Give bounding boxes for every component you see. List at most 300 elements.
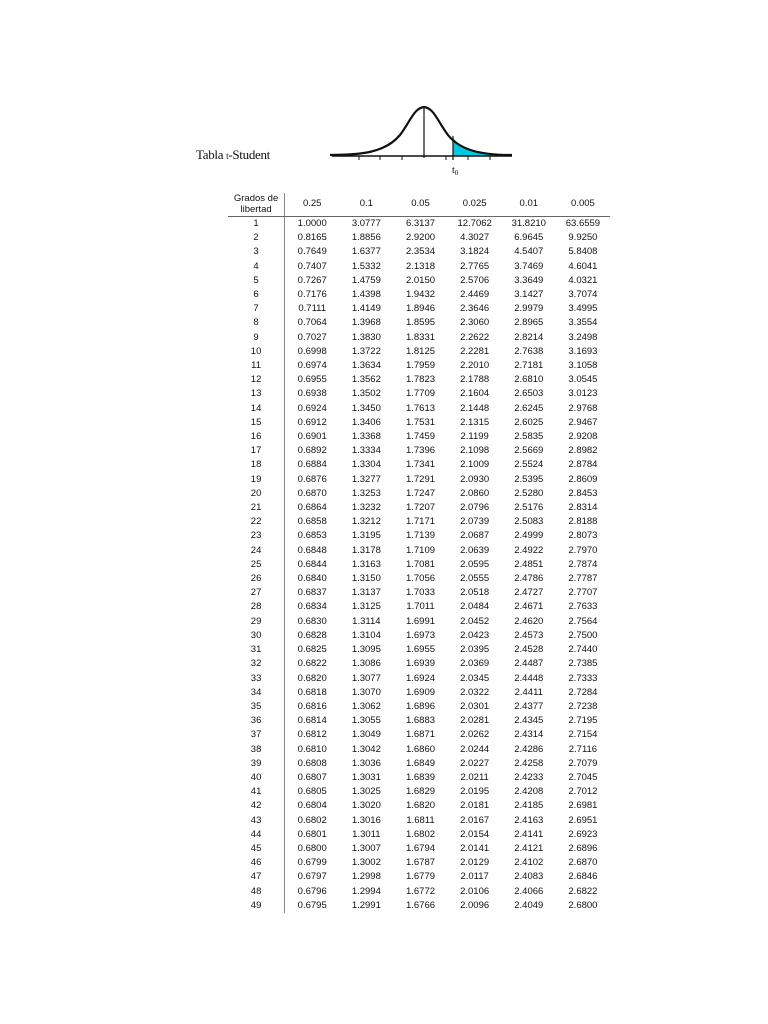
- table-row: [228, 657, 610, 671]
- table-row: [228, 799, 610, 813]
- value-cell: 0.6848: [297, 544, 327, 556]
- df-cell: 46: [228, 856, 285, 870]
- t0-label: $t_0$: [452, 165, 459, 177]
- value-cell: 2.1318: [405, 260, 436, 272]
- df-cell: 15: [228, 416, 285, 430]
- value-cell: 2.4345: [514, 715, 544, 727]
- value-cell: 0.6912: [297, 416, 327, 428]
- table-row: [228, 643, 610, 657]
- value-cell: 1.3450: [351, 402, 381, 414]
- value-cell: 1.7011: [406, 601, 435, 613]
- value-cell: 2.7638: [514, 345, 544, 357]
- value-cell: 1.7291: [405, 473, 436, 485]
- page-title: [196, 147, 270, 163]
- df-cell: 24: [228, 544, 285, 558]
- value-cell: 2.7154: [568, 729, 598, 741]
- value-cell: 2.5669: [514, 445, 544, 457]
- df-cell: 44: [228, 828, 285, 842]
- table-row: [228, 217, 610, 232]
- table-row: [228, 629, 610, 643]
- value-cell: 1.3031: [351, 771, 381, 783]
- df-cell: 12: [228, 373, 285, 387]
- value-cell: 6.3137: [405, 218, 436, 229]
- table-row: [228, 544, 610, 558]
- value-cell: 2.0860: [460, 487, 490, 499]
- value-cell: 1.8856: [351, 232, 381, 244]
- value-cell: 6.9645: [514, 232, 544, 244]
- value-cell: 1.3025: [351, 786, 381, 798]
- table-row: [228, 288, 610, 302]
- value-cell: 2.4049: [514, 899, 544, 911]
- value-cell: 1.7531: [405, 416, 436, 428]
- value-cell: 9.9250: [568, 232, 598, 244]
- value-cell: 1.3277: [351, 473, 381, 485]
- value-cell: 4.0321: [568, 274, 598, 286]
- df-cell: 45: [228, 842, 285, 856]
- table-row: [228, 245, 610, 259]
- value-cell: 1.7109: [405, 544, 436, 556]
- value-cell: 2.7787: [568, 573, 598, 585]
- value-cell: 2.8609: [568, 473, 598, 485]
- value-cell: 2.2622: [460, 331, 490, 343]
- value-cell: 1.3137: [351, 587, 381, 599]
- value-cell: 0.6837: [297, 587, 327, 599]
- level-header: 0.005: [556, 193, 610, 217]
- value-cell: 2.4411: [514, 686, 543, 698]
- df-cell: 37: [228, 728, 285, 742]
- value-cell: 1.3304: [351, 459, 381, 471]
- value-cell: 2.4671: [514, 601, 544, 613]
- table-row: [228, 501, 610, 515]
- value-cell: 2.7500: [568, 629, 598, 641]
- table-row: [228, 558, 610, 572]
- df-cell: 3: [228, 245, 285, 259]
- value-cell: 0.7027: [297, 331, 327, 343]
- value-cell: 1.3036: [351, 757, 381, 769]
- value-cell: 0.6816: [297, 700, 327, 712]
- value-cell: 2.4620: [514, 615, 544, 627]
- value-cell: 2.7385: [568, 658, 598, 670]
- df-header: Grados de libertad: [228, 193, 285, 217]
- df-cell: 26: [228, 572, 285, 586]
- level-header: 0.25: [285, 193, 340, 217]
- value-cell: 2.5524: [514, 459, 544, 471]
- value-cell: 2.5280: [514, 487, 544, 499]
- value-cell: 1.3062: [351, 700, 381, 712]
- value-cell: 2.4727: [514, 587, 544, 599]
- value-cell: 1.3212: [351, 516, 381, 528]
- value-cell: 2.0244: [460, 743, 490, 755]
- value-cell: 1.3232: [351, 502, 381, 514]
- value-cell: 2.4121: [514, 842, 544, 854]
- value-cell: 0.6814: [297, 715, 327, 727]
- value-cell: 0.6901: [297, 431, 327, 443]
- value-cell: 2.4066: [514, 885, 544, 897]
- value-cell: 1.6939: [405, 658, 436, 670]
- value-cell: 2.0930: [460, 473, 490, 485]
- value-cell: 1.6779: [405, 871, 436, 883]
- value-cell: 1.6973: [405, 629, 436, 641]
- value-cell: 0.6830: [297, 615, 327, 627]
- table-row: [228, 345, 610, 359]
- value-cell: 2.1448: [460, 402, 490, 414]
- value-cell: 0.7649: [297, 246, 327, 258]
- value-cell: 1.7033: [405, 587, 436, 599]
- df-cell: 42: [228, 799, 285, 813]
- table-row: [228, 430, 610, 444]
- table-row: [228, 231, 610, 245]
- df-cell: 34: [228, 686, 285, 700]
- value-cell: 2.3646: [460, 303, 490, 315]
- value-cell: 2.0129: [460, 857, 490, 869]
- table-row: [228, 615, 610, 629]
- value-cell: 2.1199: [460, 431, 489, 443]
- value-cell: 2.7707: [568, 587, 598, 599]
- value-cell: 1.3042: [351, 743, 381, 755]
- value-cell: 2.0211: [460, 771, 489, 783]
- value-cell: 2.4208: [514, 786, 544, 798]
- table-row: [228, 885, 610, 899]
- density-curve: [330, 107, 512, 155]
- value-cell: 0.8165: [297, 232, 327, 244]
- value-cell: 1.7081: [405, 558, 436, 570]
- value-cell: 0.6828: [297, 629, 327, 641]
- value-cell: 1.3150: [351, 573, 381, 585]
- value-cell: 0.6820: [297, 672, 327, 684]
- table-row: [228, 515, 610, 529]
- value-cell: 2.7238: [568, 700, 598, 712]
- df-cell: 27: [228, 586, 285, 600]
- df-cell: 17: [228, 444, 285, 458]
- value-cell: 3.1427: [514, 289, 544, 301]
- title-suffix: -Student: [228, 147, 270, 162]
- value-cell: 2.6025: [514, 416, 544, 428]
- value-cell: 1.6377: [351, 246, 381, 258]
- value-cell: 2.4102: [514, 857, 544, 869]
- value-cell: 1.4149: [351, 303, 381, 315]
- value-cell: 2.5395: [514, 473, 544, 485]
- value-cell: 2.0423: [460, 629, 490, 641]
- value-cell: 1.3055: [351, 715, 381, 727]
- value-cell: 0.6834: [297, 601, 327, 613]
- title-sub: t: [226, 151, 229, 161]
- value-cell: 1.8331: [405, 331, 436, 343]
- value-cell: 2.1788: [460, 374, 490, 386]
- value-cell: 0.6998: [297, 345, 327, 357]
- value-cell: 2.7079: [568, 757, 598, 769]
- value-cell: 0.6799: [297, 857, 327, 869]
- value-cell: 0.6858: [297, 516, 327, 528]
- value-cell: 1.7171: [405, 516, 436, 528]
- value-cell: 0.6864: [297, 502, 327, 514]
- value-cell: 2.7181: [514, 360, 544, 372]
- value-cell: 2.7564: [568, 615, 598, 627]
- df-cell: 31: [228, 643, 285, 657]
- value-cell: 3.1693: [568, 345, 598, 357]
- value-cell: 2.4448: [514, 672, 544, 684]
- value-cell: 2.5176: [514, 502, 544, 514]
- df-cell: 22: [228, 515, 285, 529]
- level-header: 0.1: [339, 193, 393, 217]
- value-cell: 1.3163: [351, 558, 381, 570]
- df-cell: 33: [228, 672, 285, 686]
- value-cell: 1.2998: [351, 871, 381, 883]
- value-cell: 1.6787: [405, 857, 436, 869]
- value-cell: 0.6801: [297, 828, 327, 840]
- df-cell: 41: [228, 785, 285, 799]
- value-cell: 2.4377: [514, 700, 544, 712]
- value-cell: 1.7056: [405, 573, 436, 585]
- df-cell: 32: [228, 657, 285, 671]
- value-cell: 1.6820: [405, 800, 436, 812]
- df-cell: 2: [228, 231, 285, 245]
- value-cell: 2.4999: [514, 530, 544, 542]
- value-cell: 2.7116: [568, 743, 598, 755]
- value-cell: 0.6892: [297, 445, 327, 457]
- value-cell: 0.6796: [297, 885, 327, 897]
- value-cell: 2.0555: [460, 573, 490, 585]
- value-cell: 0.6812: [297, 729, 327, 741]
- value-cell: 1.3086: [351, 658, 381, 670]
- table-row: [228, 828, 610, 842]
- value-cell: 2.3534: [405, 246, 436, 258]
- value-cell: 1.6871: [405, 729, 436, 741]
- value-cell: 1.3502: [351, 388, 381, 400]
- value-cell: 1.7459: [405, 431, 436, 443]
- value-cell: 2.0167: [460, 814, 490, 826]
- table-row: [228, 444, 610, 458]
- df-cell: 7: [228, 302, 285, 316]
- value-cell: 2.0154: [460, 828, 490, 840]
- table-row: [228, 402, 610, 416]
- value-cell: 2.8965: [514, 317, 544, 329]
- value-cell: 2.6822: [568, 885, 598, 897]
- value-cell: 1.6811: [406, 814, 435, 826]
- value-cell: 2.9200: [405, 232, 436, 244]
- value-cell: 3.3554: [568, 317, 598, 329]
- value-cell: 2.0639: [460, 544, 490, 556]
- value-cell: 1.3125: [351, 601, 381, 613]
- value-cell: 1.6909: [405, 686, 436, 698]
- value-cell: 3.7469: [514, 260, 544, 272]
- value-cell: 1.8125: [405, 345, 436, 357]
- value-cell: 1.0000: [297, 218, 327, 229]
- value-cell: 2.9467: [568, 416, 598, 428]
- value-cell: 2.7633: [568, 601, 598, 613]
- table-row: [228, 842, 610, 856]
- value-cell: 4.3027: [460, 232, 490, 244]
- value-cell: 2.7284: [568, 686, 598, 698]
- value-cell: 0.6800: [297, 842, 327, 854]
- value-cell: 2.8314: [568, 502, 598, 514]
- value-cell: 2.4258: [514, 757, 544, 769]
- table-row: [228, 714, 610, 728]
- value-cell: 1.8946: [405, 303, 436, 315]
- value-cell: 0.6802: [297, 814, 327, 826]
- value-cell: 1.7341: [405, 459, 436, 471]
- value-cell: 0.6870: [297, 487, 327, 499]
- value-cell: 2.7195: [568, 715, 598, 727]
- value-cell: 2.7874: [568, 558, 598, 570]
- value-cell: 2.4233: [514, 771, 544, 783]
- table-row: [228, 771, 610, 785]
- table-row: [228, 870, 610, 884]
- value-cell: 0.6876: [297, 473, 327, 485]
- df-cell: 36: [228, 714, 285, 728]
- df-cell: 13: [228, 387, 285, 401]
- value-cell: 2.4141: [514, 828, 544, 840]
- value-cell: 3.0777: [351, 218, 381, 229]
- table-row: [228, 586, 610, 600]
- value-cell: 0.6938: [297, 388, 327, 400]
- value-cell: 2.6870: [568, 857, 598, 869]
- value-cell: 2.0117: [460, 871, 489, 883]
- value-cell: 1.7247: [405, 487, 436, 499]
- value-cell: 2.0096: [460, 899, 490, 911]
- value-cell: 3.2498: [568, 331, 598, 343]
- value-cell: 0.6974: [297, 360, 327, 372]
- value-cell: 2.6503: [514, 388, 544, 400]
- value-cell: 31.8210: [511, 218, 546, 229]
- value-cell: 1.3178: [351, 544, 381, 556]
- value-cell: 1.5332: [351, 260, 381, 272]
- value-cell: 2.6923: [568, 828, 598, 840]
- value-cell: 2.1098: [460, 445, 490, 457]
- df-cell: 6: [228, 288, 285, 302]
- df-cell: 9: [228, 331, 285, 345]
- value-cell: 2.0181: [460, 800, 490, 812]
- df-cell: 39: [228, 757, 285, 771]
- table-row: [228, 274, 610, 288]
- value-cell: 2.0518: [460, 587, 490, 599]
- value-cell: 2.0369: [460, 658, 490, 670]
- value-cell: 1.7823: [405, 374, 436, 386]
- table-row: [228, 728, 610, 742]
- df-cell: 47: [228, 870, 285, 884]
- value-cell: 1.3334: [351, 445, 381, 457]
- value-cell: 1.6802: [405, 828, 436, 840]
- df-cell: 40: [228, 771, 285, 785]
- table-row: [228, 387, 610, 401]
- value-cell: 0.7111: [298, 303, 327, 315]
- df-cell: 28: [228, 600, 285, 614]
- value-cell: 1.3070: [351, 686, 381, 698]
- df-cell: 14: [228, 402, 285, 416]
- value-cell: 1.6883: [405, 715, 436, 727]
- value-cell: 1.3253: [351, 487, 381, 499]
- df-cell: 23: [228, 529, 285, 543]
- value-cell: 2.7045: [568, 771, 598, 783]
- df-cell: 16: [228, 430, 285, 444]
- table-row: [228, 331, 610, 345]
- value-cell: 2.7333: [568, 672, 598, 684]
- value-cell: 1.7613: [405, 402, 436, 414]
- value-cell: 1.6955: [405, 644, 436, 656]
- value-cell: 12.7062: [457, 218, 492, 229]
- value-cell: 2.0687: [460, 530, 490, 542]
- value-cell: 2.8453: [568, 487, 598, 499]
- table-row: [228, 686, 610, 700]
- value-cell: 0.6804: [297, 800, 327, 812]
- value-cell: 2.9208: [568, 431, 598, 443]
- value-cell: 2.1604: [460, 388, 490, 400]
- value-cell: 2.3060: [460, 317, 490, 329]
- value-cell: 2.0345: [460, 672, 490, 684]
- table-row: [228, 600, 610, 614]
- value-cell: 3.1058: [568, 360, 598, 372]
- value-cell: 0.7176: [297, 289, 327, 301]
- value-cell: 1.6991: [405, 615, 436, 627]
- level-header: 0.01: [502, 193, 556, 217]
- value-cell: 2.1315: [460, 416, 490, 428]
- df-cell: 1: [228, 217, 285, 232]
- value-cell: 2.6800: [568, 899, 598, 911]
- value-cell: 2.4851: [514, 558, 544, 570]
- value-cell: 1.9432: [405, 289, 436, 301]
- df-cell: 18: [228, 458, 285, 472]
- value-cell: 2.6896: [568, 842, 598, 854]
- value-cell: 1.3406: [351, 416, 381, 428]
- value-cell: 2.0150: [405, 274, 436, 286]
- value-cell: 2.0322: [460, 686, 490, 698]
- value-cell: 2.6951: [568, 814, 598, 826]
- value-cell: 2.6810: [514, 374, 544, 386]
- value-cell: 2.2281: [460, 345, 490, 357]
- value-cell: 2.0796: [460, 502, 490, 514]
- value-cell: 2.2010: [460, 360, 490, 372]
- df-cell: 5: [228, 274, 285, 288]
- value-cell: 3.1824: [460, 246, 490, 258]
- value-cell: 2.7970: [568, 544, 598, 556]
- value-cell: 2.4185: [514, 800, 544, 812]
- value-cell: 2.0106: [460, 885, 490, 897]
- value-cell: 0.6822: [297, 658, 327, 670]
- value-cell: 1.6839: [405, 771, 436, 783]
- value-cell: 0.6805: [297, 786, 327, 798]
- value-cell: 1.7139: [405, 530, 436, 542]
- value-cell: 2.4573: [514, 629, 544, 641]
- value-cell: 0.6840: [297, 573, 327, 585]
- value-cell: 2.8982: [568, 445, 598, 457]
- value-cell: 2.8214: [514, 331, 544, 343]
- table-row: [228, 899, 610, 913]
- value-cell: 2.0262: [460, 729, 490, 741]
- value-cell: 2.0595: [460, 558, 490, 570]
- table-row: [228, 487, 610, 501]
- value-cell: 5.8408: [568, 246, 598, 258]
- value-cell: 1.6772: [405, 885, 436, 897]
- value-cell: 2.5706: [460, 274, 490, 286]
- value-cell: 0.6810: [297, 743, 327, 755]
- df-cell: 29: [228, 615, 285, 629]
- table-row: [228, 359, 610, 373]
- table-row: [228, 757, 610, 771]
- df-cell: 4: [228, 260, 285, 274]
- table-row: [228, 316, 610, 330]
- table-row: [228, 814, 610, 828]
- value-cell: 0.7407: [297, 260, 327, 272]
- value-cell: 1.3368: [351, 431, 381, 443]
- table-row: [228, 785, 610, 799]
- value-cell: 0.7064: [297, 317, 327, 329]
- table-row: [228, 473, 610, 487]
- df-cell: 19: [228, 473, 285, 487]
- value-cell: 2.1009: [460, 459, 490, 471]
- t-distribution-curve: [330, 100, 520, 180]
- value-cell: 2.8188: [568, 516, 598, 528]
- value-cell: 2.5835: [514, 431, 544, 443]
- value-cell: 3.3649: [514, 274, 544, 286]
